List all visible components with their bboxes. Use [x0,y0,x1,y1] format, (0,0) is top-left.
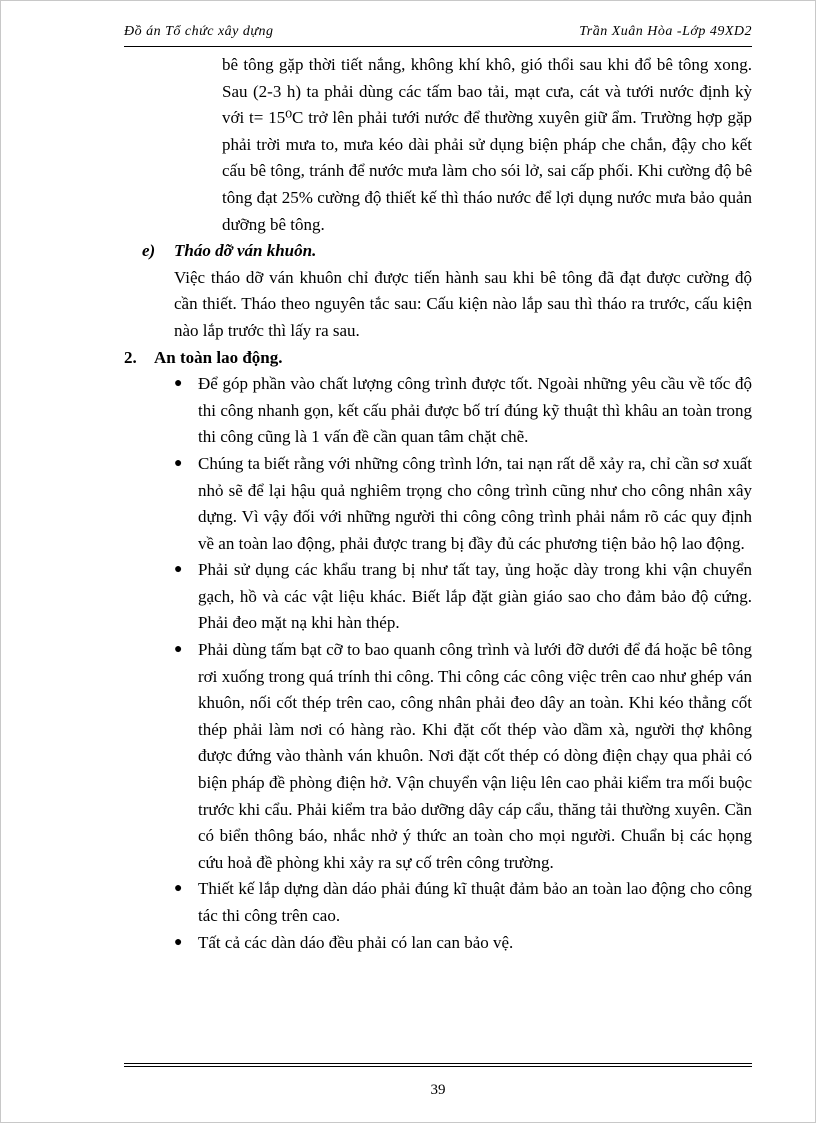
footer-divider-double [124,1066,752,1067]
header-divider [124,46,752,47]
intro-paragraph: bê tông gặp thời tiết nắng, không khí khô, gió thổi sau khi đổ bê tông xong. Sau (2-3 h) ta phải dùng các tấm bao tải, mạt cưa, cát và tưới nước định kỳ với t= 15⁰C trở lên phải tưới nước để thường xuyên giữ ẩm. Trường hợp gặp phải trời mưa to, mưa kéo dài phải sử dụng biện pháp che chắn, đậy cho kết cấu bê tông, tránh để nước mưa làm cho sói lở, sai cấp phối. Khi cường độ bê tông đạt 25% cường độ thiết kế thì tháo nước để lợi dụng nước mưa bảo quản dưỡng bê tông. [222,55,752,234]
bullet-dot-icon: ● [174,562,183,578]
section-e-number: e) [142,241,156,261]
header-author: Trần Xuân Hòa -Lớp 49XD2 [579,24,752,39]
bullet-item [174,930,752,957]
section-e-body: Việc tháo dỡ ván khuôn chỉ được tiến hành sau khi bê tông đã đạt được cường độ cần thiết. Tháo theo nguyên tắc sau: Cấu kiện nào lắp sau thì tháo ra trước, cấu kiện nào lắp trước thì lấy ra sau. [174,267,752,340]
page-number: 39 [430,1082,446,1098]
section-e-heading [142,238,816,265]
bullet-dot-icon: ● [174,376,183,392]
bullet-dot-icon: ● [174,934,183,950]
bullet-text: Phải sử dụng các khẩu trang bị như tất tay, ủng hoặc dày trong khi vận chuyển gạch, hồ và các vật liệu khác. Biết lắp đặt giàn giáo sao cho đảm bảo độ cứng. Phải đeo mặt nạ khi hàn thép. [198,560,752,633]
bullet-text: Thiết kế lắp dựng dàn dáo phải đúng kĩ thuật đảm bảo an toàn lao động cho công tác thi công trên cao. [198,879,752,925]
footer-divider [124,1063,752,1064]
bullet-text: Tất cả các dàn dáo đều phải có lan can bảo vệ. [198,932,514,952]
bullet-dot-icon: ● [174,455,183,471]
section-e-title: Tháo dỡ ván khuôn. [174,241,317,261]
bullet-item [174,371,752,451]
bullet-text: Để góp phần vào chất lượng công trình được tốt. Ngoài những yêu cầu về tốc độ thi công nhanh gọn, kết cấu phải được bố trí đúng kỹ thuật thì khâu an toàn trong thi công cũng là 1 vấn đề cần quan tâm chặt chẽ. [198,374,752,447]
bullet-item [174,451,752,557]
bullet-item [174,557,752,637]
header-document-title: Đồ án Tổ chức xây dựng [124,24,274,39]
bullet-text: Phải dùng tấm bạt cỡ to bao quanh công trình và lưới đỡ dưới để đá hoặc bê tông rơi xuống trong quá trính thi công. Thi công các công việc trên cao như ghép ván khuôn, nối cốt thép trên cao, công nhân phải đeo dây an toàn. Khi kéo thẳng cốt thép phải làm nơi có hàng rào. Khi đặt cốt thép vào dầm xà, người thợ không được đứng vào thành ván khuôn. Nơi đặt cốt thép có dòng điện chạy qua phải có biện pháp đề phòng điện hở. Vận chuyển vận liệu lên cao phải kiểm tra mối buộc trước khi cẩu. Phải kiểm tra bảo dưỡng dây cáp cẩu, thăng tải thường xuyên. Cần có biển thông báo, nhắc nhở ý thức an toàn cho mọi người. Chuẩn bị các họng cứu hoả đề phòng khi xảy ra sự cố trên công trường. [198,640,752,872]
bullet-dot-icon: ● [174,642,183,658]
bullet-item [174,637,752,876]
bullet-text: Chúng ta biết rằng với những công trình lớn, tai nạn rất dễ xảy ra, chỉ cần sơ xuất nhỏ sẽ để lại hậu quả nghiêm trọng cho công trình cũng như cho công nhân xây dựng. Vì vậy đối với những người thi công công trình phải nắm rõ các quy định về an toàn lao động, phải được trang bị đầy đủ các phương tiện bảo hộ lao động. [198,453,752,553]
section-2-number: 2. [124,347,137,367]
bullet-dot-icon: ● [174,881,183,897]
section-2-title: An toàn lao động. [154,347,283,367]
section-2-heading [124,345,816,372]
page-header [124,22,752,46]
bullet-item [174,876,752,929]
safety-bullet-list [0,371,816,956]
document-body [0,52,816,956]
